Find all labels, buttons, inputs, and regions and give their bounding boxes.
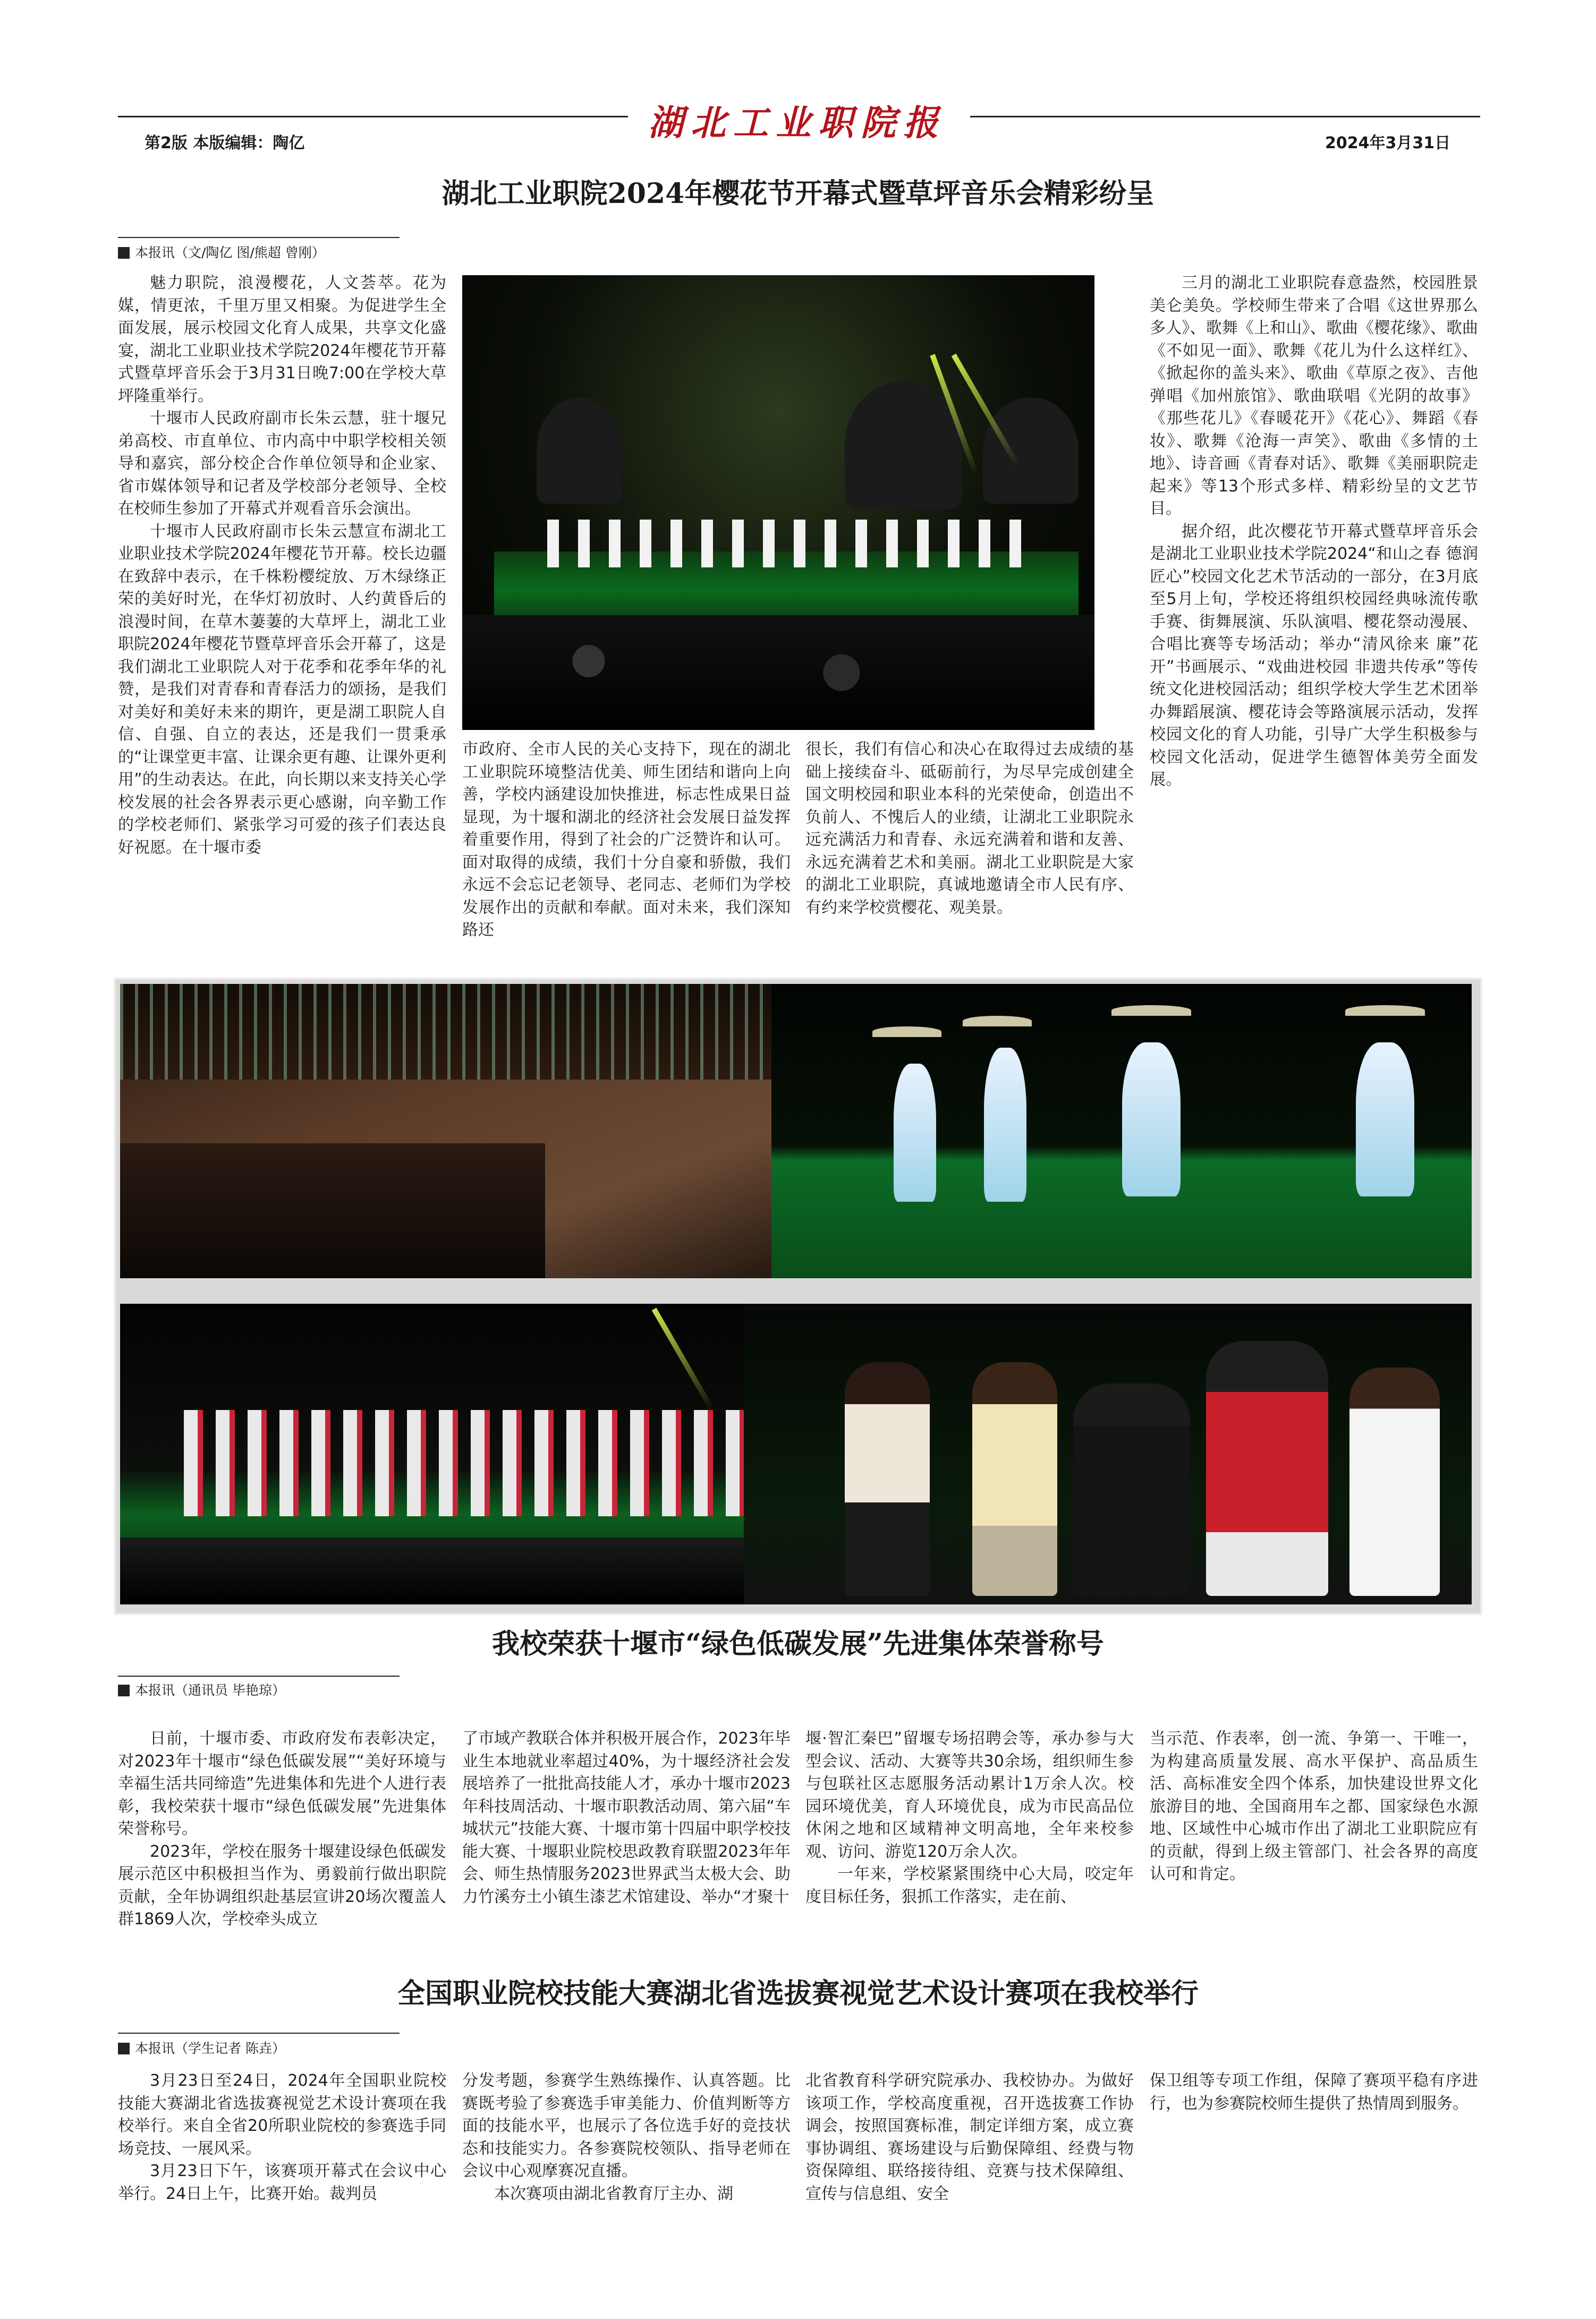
audience-crowd [462, 615, 1094, 730]
crowd-lawn-photo [120, 984, 821, 1278]
performers-group [184, 1410, 821, 1516]
article1-column-3 [805, 738, 1134, 964]
byline-marker-icon [118, 247, 130, 259]
umbrella-prop [1111, 1005, 1191, 1016]
finale-stage-photo [120, 1304, 853, 1604]
issue-date: 2024年3月31日 [1325, 134, 1451, 152]
concert-main-photo [462, 275, 1094, 730]
article1-col1-para: 十堰市人民政府副市长朱云慧，驻十堰兄弟高校、市直单位、市内高中中职学校相关领导和嘉宾，部分校企合作单位领导和企业家、省市媒体领导和记者及学校部分老领导、全校在校师生参加了开幕式并观看音乐会演出。 [118, 409, 446, 518]
article1-column-2 [462, 738, 791, 964]
article3-column-3 [805, 2070, 1134, 2229]
singer-figure [1349, 1367, 1440, 1596]
article2-col2-para: 了市域产教联合体并积极开展合作，2023年毕业生本地就业率超过40%，为十堰经济社会发展培养了一批批高技能人才，承办十堰市2023年科技周活动、十堰市职教活动周、第六届“车城状元”技能大赛、十堰市第十四届中职学校技能大赛、十堰职业院校思政教育联盟2023年年会、师生热情服务2023世界武当太极大会、助力竹溪夯土小镇生漆艺术馆建设、举办“才聚十 [462, 1729, 791, 1906]
article1-col3-para: 很长，我们有信心和决心在取得过去成绩的基础上接续奋斗、砥砺前行，为尽早完成创建全国文明校园和职业本科的光荣使命，创造出不负前人、不愧后人的业绩，让湖北工业职院永远充满活力和青春、永远充满着和谐和友善、永远充满着艺术和美丽。湖北工业职院是大家的湖北工业职院，真诚地邀请全市人民有序、有约来学校赏樱花、观美景。 [805, 740, 1134, 917]
singer-figure [845, 1362, 930, 1596]
dancer-figure [984, 1048, 1026, 1202]
article2-headline: 我校荣获十堰市“绿色低碳发展”先进集体荣誉称号 [492, 1628, 1104, 1660]
article2-byline: 本报讯（通讯员 毕艳琼） [118, 1680, 285, 1699]
article2-col3-para: 堰·智汇秦巴”留堰专场招聘会等，承办参与大型会议、活动、大赛等共30余场，组织师生参与包联社区志愿服务活动累计1万余人次。校园环境优美，育人环境优良，成为市民高品位休闲之地和区域精神文明高地，全年来校参观、访问、游览120万余人次。 [805, 1729, 1134, 1861]
article2-col1-para: 日前，十堰市委、市政府发布表彰决定，对2023年十堰市“绿色低碳发展”“美好环境与幸福生活共同缔造”先进集体和先进个人进行表彰，我校荣获十堰市“绿色低碳发展”先进集体荣誉称号。 [118, 1729, 446, 1838]
article2-column-4 [1150, 1728, 1478, 1954]
article3-byline: 本报讯（学生记者 陈垚） [118, 2038, 285, 2057]
tree-silhouette [845, 381, 962, 509]
article3-headline: 全国职业院校技能大赛湖北省选拔赛视觉艺术设计赛项在我校举行 [397, 1977, 1199, 2010]
singer-figure [1206, 1341, 1328, 1596]
article1-headline: 湖北工业职院2024年樱花节开幕式暨草坪音乐会精彩纷呈 [442, 177, 1154, 210]
article1-byline: 本报讯（文/陶亿 图/熊超 曾刚） [118, 242, 325, 261]
article1-col4-para: 据介绍，此次樱花节开幕式暨草坪音乐会是湖北工业职业技术学院2024“和山之春 德润匠心”校园文化艺术节活动的一部分，在3月底至5月上旬，学校还将组织校园经典咏流传歌手赛、街舞展演、乐队演唱、樱花祭动漫展、合唱比赛等专场活动；举办“清风徐来 廉”花开”书画展示、“戏曲进校园 非遗共传承”等传统文化进校园活动；组织学校大学生艺术团举办舞蹈展演、樱花诗会等路演展示活动，发挥校园文化的育人功能，引导广大学生积极参与校园文化活动，促进学生德智体美劳全面发展。 [1150, 522, 1478, 789]
umbrella-dance-photo [771, 984, 1472, 1278]
umbrella-prop [1345, 1005, 1425, 1016]
article3-column-2 [462, 2070, 791, 2229]
crowd-glowsticks [120, 984, 821, 1080]
article2-col4-para: 当示范、作表率，创一流、争第一、干唯一，为构建高质量发展、高水平保护、高品质生活、高标准安全四个体系，加快建设世界文化旅游目的地、全国商用车之都、国家绿色水源地、区域性中心城市作出了湖北工业职院应有的贡献，得到上级主管部门、社会各界的高度认可和肯定。 [1150, 1729, 1478, 1883]
article1-column-1 [118, 272, 446, 965]
article1-col1-para: 十堰市人民政府副市长朱云慧宣布湖北工业职业技术学院2024年樱花节开幕。校长边疆在致辞中表示，在千株粉樱绽放、万木绿绦正荣的美好时光，在华灯初放时、人约黄昏后的浪漫时间，在草木萋萋的大草坪上，湖北工业职院2024年樱花节暨草坪音乐会开幕了，这是我们湖北工业职院人对于花季和花季年华的礼赞，是我们对青春和青春活力的颂扬，是我们对美好和美好未来的期许，更是湖工职院人自信、自强、自立的表达，还是我们一贯秉承的“让课堂更丰富、让课余更有趣、让课外更利用”的生动表达。在此，向长期以来支持关心学校发展的社会各界表示更心感谢，向辛勤工作的学校老师们、紧张学习可爱的孩子们表达良好祝愿。在十堰市委 [118, 522, 446, 857]
masthead-title: 湖北工业职院报 [648, 102, 946, 143]
article1-col1-para: 魅力职院，浪漫樱花，人文荟萃。花为媒，情更浓，千里万里又相聚。为促进学生全面发展，展示校园文化育人成果，共享文化盛宴，湖北工业职业技术学院2024年樱花节开幕式暨草坪音乐会于3月31日晚7:00在学校大草坪隆重举行。 [118, 274, 446, 405]
audience-crowd [120, 1537, 853, 1604]
article3-col1-para: 3月23日下午，该赛项开幕式在会议中心举行。24日上午，比赛开始。裁判员 [118, 2162, 446, 2203]
dancer-figure [894, 1064, 936, 1202]
singer-figure [972, 1362, 1057, 1596]
article1-col2-para: 市政府、全市人民的关心支持下，现在的湖北工业职院环境整洁优美、师生团结和谐向上向善，学校内涵建设加快推进，标志性成果日益显现，为十堰和湖北的经济社会发展日益发挥着重要作用，得到了社会的广泛赞许和认可。面对取得的成绩，我们十分自豪和骄傲，我们永远不会忘记老领导、老同志、老师们为学校发展作出的贡献和奉献。面对未来，我们深知路还 [462, 740, 791, 939]
article2-byline-rule [118, 1676, 400, 1677]
edition-label: 第2版 本版编辑：陶亿 [145, 134, 305, 152]
dancer-figure [1356, 1042, 1414, 1196]
article3-byline-rule [118, 2033, 400, 2034]
article1-byline-rule [118, 237, 400, 238]
article3-column-4 [1150, 2070, 1478, 2229]
masthead-rule-left [118, 116, 628, 117]
article3-col4-para: 保卫组等专项工作组，保障了赛项平稳有序进行，也为参赛院校师生提供了热情周到服务。 [1150, 2071, 1478, 2113]
article2-column-1 [118, 1728, 446, 1954]
article1-col4-para: 三月的湖北工业职院春意盎然，校园胜景美仑美奂。学校师生带来了合唱《这世界那么多人》、歌舞《上和山》、歌曲《樱花缘》、歌曲《不如见一面》、歌舞《花儿为什么这样红》、《掀起你的盖头来》、歌曲《草原之夜》、吉他弹唱《加州旅馆》、歌曲联唱《光阴的故事》《那些花儿》《春暖花开》《花心》、舞蹈《春妆》、歌舞《沧海一声笑》、歌曲《多情的土地》、诗音画《青春对话》、歌舞《美丽职院走起来》等13个形式多样、精彩纷呈的文艺节目。 [1150, 274, 1478, 518]
article3-column-1 [118, 2070, 446, 2229]
byline-marker-icon [118, 2043, 130, 2054]
article2-column-3 [805, 1728, 1134, 1954]
dancer-figure [1122, 1042, 1181, 1196]
article2-col1-para: 2023年，学校在服务十堰建设绿色低碳发展示范区中积极担当作为、勇毅前行做出职院贡献，全年协调组织赴基层宣讲20场次覆盖人群1869人次，学校牵头成立 [118, 1842, 446, 1929]
article2-col3-para: 一年来，学校紧紧围绕中心大局，咬定年度目标任务，狠抓工作落实，走在前、 [805, 1865, 1134, 1906]
masthead-rule-right [970, 116, 1480, 117]
umbrella-prop [963, 1016, 1032, 1026]
article1-column-4 [1150, 272, 1478, 965]
umbrella-prop [872, 1026, 941, 1037]
article3-col3-para: 北省教育科学研究院承办、我校协办。为做好该项工作，学校高度重视，召开选拔赛工作协调会，按照国赛标准，制定详细方案，成立赛事协调组、赛场建设与后勤保障组、经费与物资保障组、联络接待组、竞赛与技术保障组、宣传与信息组、安全 [805, 2071, 1134, 2203]
article3-col1-para: 3月23日至24日，2024年全国职业院校技能大赛湖北省选拔赛视觉艺术设计赛项在我校举行。来自全省20所职业院校的参赛选手同场竞技、一展风采。 [118, 2071, 446, 2158]
performers-row [547, 520, 1025, 567]
article3-col2-para: 分发考题，参赛学生熟练操作、认真答题。比赛既考验了参赛选手审美能力、价值判断等方面的技能水平，也展示了各位选手好的竞技状态和技能实力。各参赛院校领队、指导老师在会议中心观摩赛况直播。 [462, 2071, 791, 2180]
article3-col2-para: 本次赛项由湖北省教育厅主办、湖 [494, 2184, 733, 2203]
tree-silhouette [983, 397, 1079, 504]
singers-photo [744, 1304, 1472, 1604]
byline-marker-icon [118, 1685, 130, 1696]
audience-front [120, 1143, 545, 1278]
stage-light-beam [652, 1308, 715, 1412]
tree-silhouette [537, 397, 622, 504]
article2-column-2 [462, 1728, 791, 1954]
singer-figure [1073, 1383, 1190, 1596]
